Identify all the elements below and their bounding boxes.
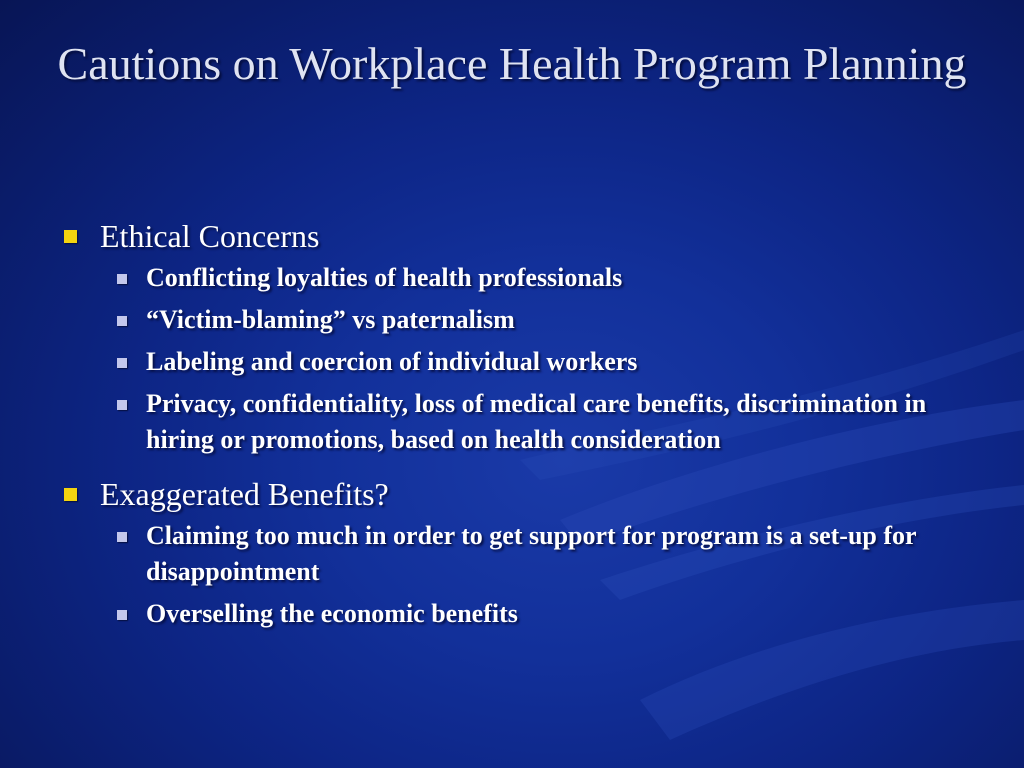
sub-bullet-text: Conflicting loyalties of health professionals (146, 263, 623, 292)
square-bullet-icon (117, 358, 127, 368)
bullet-exaggerated-benefits (62, 472, 982, 516)
square-bullet-icon (64, 488, 77, 501)
section-heading: Ethical Concerns (100, 218, 320, 254)
sub-bullet (62, 596, 982, 632)
square-bullet-icon (117, 400, 127, 410)
sub-bullet (62, 518, 982, 590)
sub-bullet-text: “Victim-blaming” vs paternalism (146, 305, 515, 334)
square-bullet-icon (117, 532, 127, 542)
sub-bullet (62, 386, 982, 458)
section-heading: Exaggerated Benefits? (100, 476, 389, 512)
sub-bullet (62, 344, 982, 380)
sub-bullet (62, 302, 982, 338)
sub-bullet (62, 260, 982, 296)
sub-bullet-text: Claiming too much in order to get support for program is a set-up for disappointment (146, 521, 917, 586)
sub-bullet-text: Privacy, confidentiality, loss of medical care benefits, discrimination in hiring or promotions, based on health consideration (146, 389, 927, 454)
square-bullet-icon (64, 230, 77, 243)
square-bullet-icon (117, 610, 127, 620)
square-bullet-icon (117, 316, 127, 326)
slide-body (62, 214, 982, 638)
square-bullet-icon (117, 274, 127, 284)
slide-title: Cautions on Workplace Health Program Planning (57, 38, 967, 89)
sub-bullet-text: Labeling and coercion of individual workers (146, 347, 638, 376)
bullet-ethical-concerns (62, 214, 982, 258)
sub-bullet-text: Overselling the economic benefits (146, 599, 518, 628)
